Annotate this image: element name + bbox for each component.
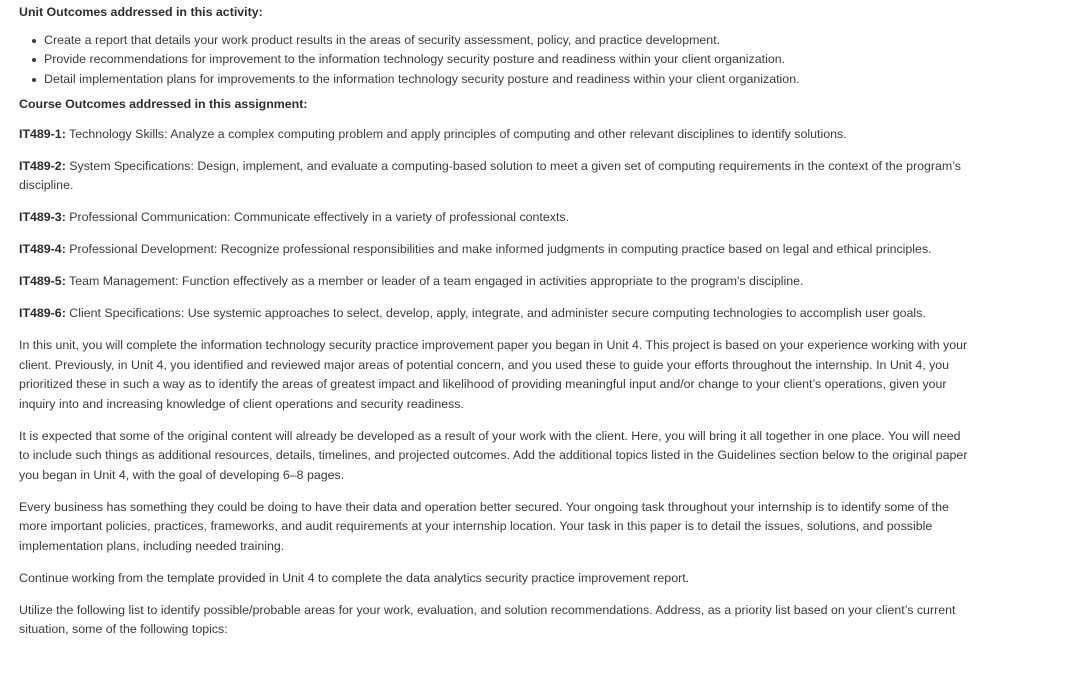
course-outcome-item (19, 208, 979, 228)
course-outcome-item (19, 157, 979, 196)
outcome-code: IT489-5: (19, 274, 66, 288)
body-paragraph: Utilize the following list to identify possible/probable areas for your work, evaluation, and solution recommendations. Address, as a priority list based on your client’s current situation, some of the following topics: (19, 602, 956, 636)
outcome-text: Client Specifications: Use systemic approaches to select, develop, apply, integrate, and administer secure computing technologies to accomplish user goals. (65, 306, 926, 320)
outcome-text: Professional Development: Recognize professional responsibilities and make informed judgments in computing practice based on legal and ethical principles. (65, 242, 932, 256)
outcome-text: System Specifications: Design, implement, and evaluate a computing-based solution to meet a given set of computing requirements in the context of the program’s discipline. (19, 158, 961, 192)
course-outcome-item (19, 272, 979, 292)
body-paragraph: It is expected that some of the original content will already be developed as a result of your work with the client. Here, you will bring it all together in one place. You will need to include such things as additional resources, details, timelines, and projected outcomes. Add the additional topics listed in the Guidelines section below to the original paper you began in Unit 4, with the goal of developing 6–8 pages. (19, 428, 968, 482)
body-paragraph: Continue working from the template provided in Unit 4 to complete the data analytics security practice improvement report. (19, 570, 690, 585)
outcome-text: Professional Communication: Communicate effectively in a variety of professional contexts. (65, 210, 570, 224)
body-paragraph: Every business has something they could be doing to have their data and operation better secured. Your ongoing task throughout your internship is to identify some of the more important policies, practices, frameworks, and audit requirements at your internship location. Your task in this paper is to detail the issues, solutions, and possible implementation plans, including needed training. (19, 499, 949, 553)
outcome-code: IT489-6: (19, 306, 66, 320)
course-outcome-item (19, 125, 979, 145)
outcome-code: IT489-4: (19, 242, 66, 256)
outcome-text: Technology Skills: Analyze a complex computing problem and apply principles of computing and other relevant disciplines to identify solutions. (65, 126, 847, 141)
outcome-code: IT489-1: (19, 126, 66, 141)
outcome-code: IT489-3: (19, 210, 66, 224)
unit-outcomes-heading: Unit Outcomes addressed in this activity: (19, 5, 263, 19)
unit-outcomes-list (19, 31, 979, 90)
unit-outcome-item: Provide recommendations for improvement to the information technology security posture and readiness within your client organization. (44, 50, 979, 70)
unit-outcome-item: Create a report that details your work product results in the areas of security assessment, policy, and practice development. (44, 31, 979, 51)
course-outcome-item (19, 304, 979, 324)
outcome-text: Team Management: Function effectively as a member or leader of a team engaged in activities appropriate to the program’s discipline. (65, 274, 804, 288)
course-outcome-item (19, 240, 979, 260)
course-outcomes-heading: Course Outcomes addressed in this assignment: (19, 97, 308, 111)
body-paragraph: In this unit, you will complete the information technology security practice improvement paper you began in Unit 4. This project is based on your experience working with your client. Previously, in Unit 4, you identified and reviewed major areas of potential concern, and you used these to guide your efforts throughout the internship. In Unit 4, you prioritized these in such a way as to identify the areas of greatest impact and likelihood of providing meaningful input and/or change to your client’s operations, given your inquiry into and increasing knowledge of client operations and security readiness. (19, 338, 968, 411)
unit-outcome-item: Detail implementation plans for improvements to the information technology security posture and readiness within your client organization. (44, 70, 979, 90)
outcome-code: IT489-2: (19, 158, 66, 173)
